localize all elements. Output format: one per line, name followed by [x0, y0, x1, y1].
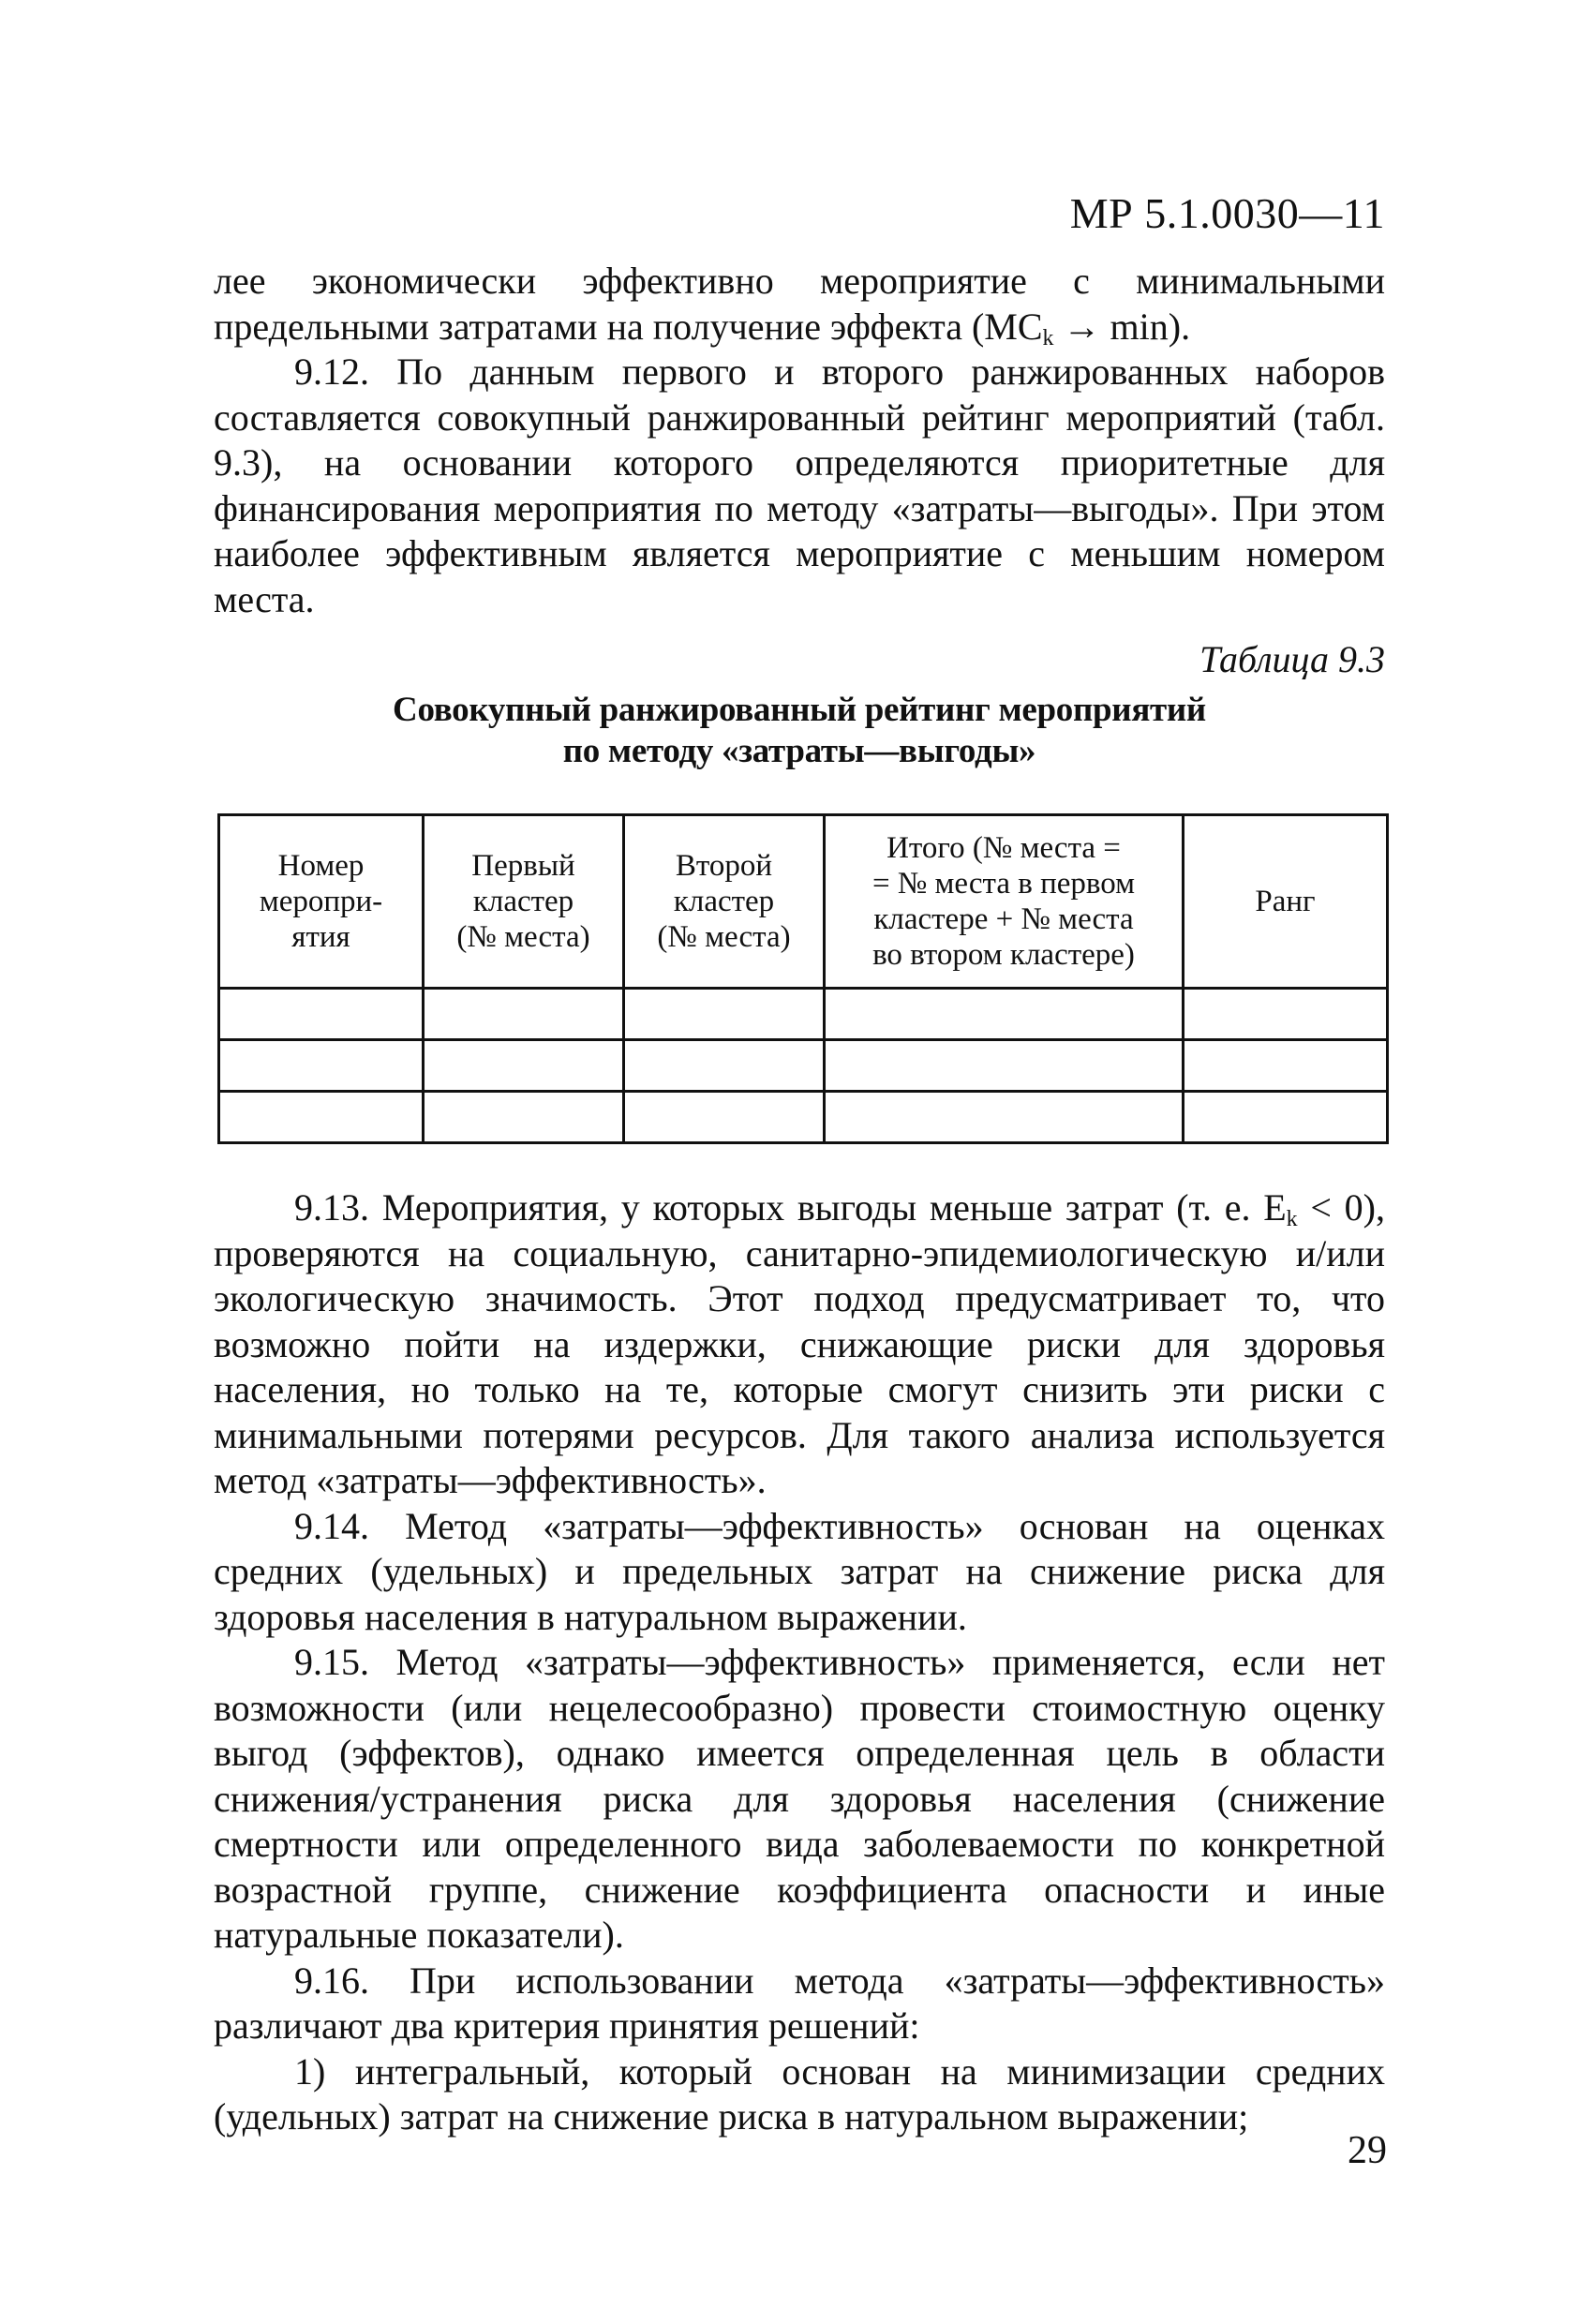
header-line: Итого (№ места = [886, 831, 1121, 865]
table-cell [219, 1092, 424, 1143]
table-cell [424, 1040, 624, 1092]
table-cell [1184, 989, 1388, 1040]
table-cell [219, 1040, 424, 1092]
table-cell [424, 1092, 624, 1143]
text-span: 9.13. Мероприятия, у которых выгоды меньше затрат (т. е. Е [294, 1186, 1287, 1229]
table-title-line-1: Совокупный ранжированный рейтинг мероприятий [393, 691, 1206, 729]
header-line: кластере + № места [873, 902, 1134, 936]
table-row [219, 1040, 1388, 1092]
table-row [219, 989, 1388, 1040]
header-line: во втором кластере) [872, 938, 1135, 972]
paragraph-continuation [214, 259, 1385, 350]
paragraph-9-13 [214, 1185, 1385, 1504]
table-title-line-2: по методу «затраты—выгоды» [562, 732, 1036, 770]
table-cell [624, 1092, 825, 1143]
text-span: < 0), проверяются на социальную, санитарно-эпидемиологическую и/или экологическую значимость. Этот подход предусматривает то, что возможно пойти на издержки, снижающие риски для здоровья населения, но только на те, которые смогут снизить эти риски с минимальными потерями ресурсов. Для такого анализа используется метод «затраты—эффективность». [214, 1186, 1385, 1501]
header-event-number [219, 815, 424, 989]
table-header-row [219, 815, 1388, 989]
subscript: k [1286, 1207, 1298, 1231]
header-rank [1184, 815, 1388, 989]
table-row [219, 1092, 1388, 1143]
header-line: (№ места) [657, 920, 791, 954]
table-cell [624, 989, 825, 1040]
paragraph-9-12: 9.12. По данным первого и второго ранжированных наборов составляется совокупный ранжированный рейтинг мероприятий (табл. 9.3), на основании которого определяются приоритетные для финансирования мероприятия по методу «затраты—выгоды». При этом наиболее эффективным является мероприятие с меньшим номером места. [214, 350, 1385, 620]
page [214, 187, 1385, 2140]
text-span: лее экономически эффективно мероприятие с минимальными предельными затратами на получение эффекта (МС [214, 260, 1385, 348]
header-line: ятия [291, 920, 350, 954]
header-line: (№ места) [456, 920, 590, 954]
header-line: = № места в первом [871, 867, 1136, 901]
text-span: → min). [1053, 305, 1191, 348]
table-wrapper [217, 813, 1385, 1144]
header-first-cluster [424, 815, 624, 989]
header-line: кластер [673, 885, 775, 918]
header-line: Первый [471, 849, 575, 883]
header-line: кластер [472, 885, 574, 918]
table-cell [1184, 1092, 1388, 1143]
paragraph-9-16-item-1: 1) интегральный, который основан на минимизации средних (удельных) затрат на снижение риска в натуральном выражении; [214, 2049, 1385, 2138]
table-cell [424, 989, 624, 1040]
document-code: МР 5.1.0030—11 [1069, 189, 1385, 237]
rating-table [217, 813, 1389, 1144]
table-cell [219, 989, 424, 1040]
paragraph-9-16: 9.16. При использовании метода «затраты—эффективность» различают два критерия принятия решений: [214, 1959, 1385, 2047]
page-number: 29 [1348, 2129, 1387, 2172]
body-text [214, 1185, 1385, 2140]
header-line: Ранг [1255, 885, 1316, 918]
header-second-cluster [624, 815, 825, 989]
table-cell [825, 1092, 1184, 1143]
paragraph-9-15: 9.15. Метод «затраты—эффективность» применяется, если нет возможности (или нецелесообразно) провести стоимостную оценку выгод (эффектов), однако имеется определенная цель в области снижения/устранения риска для здоровья населения (снижение смертности или определенного вида заболеваемости по конкретной возрастной группе, снижение коэффициента опасности и иные натуральные показатели). [214, 1641, 1385, 1956]
table-cell [1184, 1040, 1388, 1092]
subscript: k [1042, 325, 1054, 350]
paragraph-9-14: 9.14. Метод «затраты—эффективность» основан на оценках средних (удельных) и предельных затрат на снижение риска для здоровья населения в натуральном выражении. [214, 1504, 1385, 1638]
table-cell [825, 1040, 1184, 1092]
header-line: Второй [675, 849, 773, 883]
header-total [825, 815, 1184, 989]
table-cell [825, 989, 1184, 1040]
header-line: Номер [277, 849, 365, 883]
header-line: меропри- [259, 885, 383, 918]
table-cell [624, 1040, 825, 1092]
table-label: Таблица 9.3 [1199, 638, 1385, 680]
